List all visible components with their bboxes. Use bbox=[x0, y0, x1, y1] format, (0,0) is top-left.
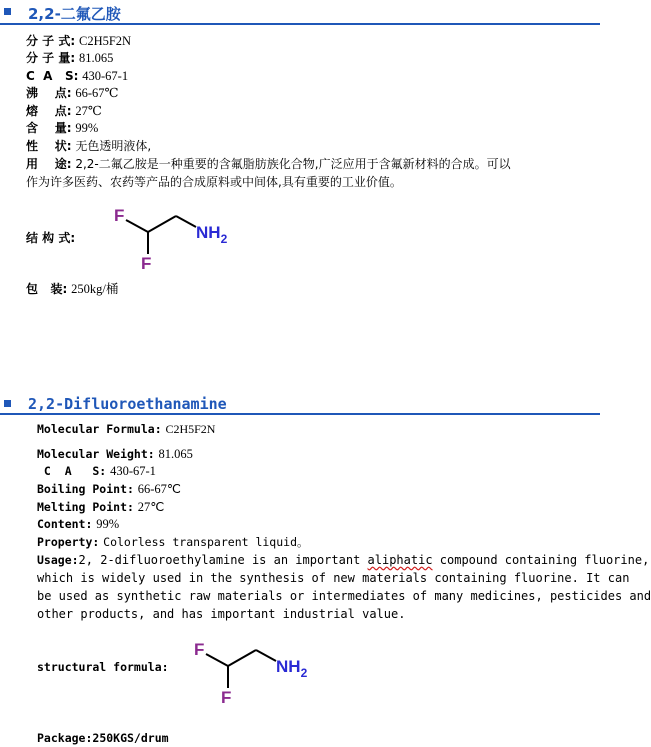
cn-formula-row bbox=[26, 33, 131, 49]
cn-usage-value: 2,2-二氟乙胺是一种重要的含氟脂肪族化合物,广泛应用于含氟新材料的合成。可以 bbox=[75, 157, 511, 171]
en-bp-label: Boiling Point: bbox=[37, 482, 134, 496]
en-mp-row bbox=[37, 499, 164, 515]
en-property-label: Property: bbox=[37, 535, 100, 549]
en-package-row bbox=[37, 730, 169, 746]
bond-line bbox=[148, 216, 176, 232]
en-usage-paragraph bbox=[37, 551, 651, 623]
cn-mp-row bbox=[26, 103, 102, 119]
en-formula-value: C2H5F2N bbox=[165, 422, 216, 436]
cn-mw-label: 分 子 量: bbox=[26, 51, 76, 65]
bullet-square-icon bbox=[4, 8, 11, 15]
en-formula-row bbox=[37, 421, 215, 437]
cn-structure-label: 结 构 式: bbox=[26, 231, 76, 245]
en-usage-line: other products, and has important industrial value. bbox=[37, 607, 406, 621]
en-cas-value: 430-67-1 bbox=[110, 464, 156, 478]
bond-line bbox=[228, 650, 256, 666]
en-mp-label: Melting Point: bbox=[37, 500, 134, 514]
en-cas-row bbox=[37, 463, 156, 479]
en-content-value: 99% bbox=[96, 517, 120, 531]
cn-mp-label: 熔 点: bbox=[26, 104, 72, 118]
amine-group-label: $NH_2$ bbox=[276, 657, 308, 680]
divider bbox=[0, 413, 600, 415]
en-usage-text: 2, 2-difluoroethylamine is an important bbox=[78, 553, 368, 567]
en-property-value: Colorless transparent liquid。 bbox=[103, 535, 309, 549]
en-usage-line: be used as synthetic raw materials or intermediates of many medicines, pesticides and bbox=[37, 589, 651, 603]
cn-cas-value: 430-67-1 bbox=[82, 69, 129, 83]
cn-cas-label: C A S: bbox=[26, 69, 79, 83]
en-section-heading bbox=[0, 392, 600, 416]
cn-section-heading bbox=[0, 0, 600, 24]
en-formula-label: Molecular Formula: bbox=[37, 422, 162, 436]
cn-package-label: 包 装: bbox=[26, 282, 68, 296]
cn-content-row bbox=[26, 120, 98, 136]
en-bp-value: 66-67℃ bbox=[137, 482, 181, 496]
en-mw-label: Molecular Weight: bbox=[37, 447, 155, 461]
en-usage-label: Usage: bbox=[37, 553, 79, 567]
en-property-row bbox=[37, 534, 309, 550]
cn-package-row bbox=[26, 281, 118, 297]
en-structure-formula bbox=[180, 638, 320, 708]
bond-line bbox=[206, 654, 228, 666]
fluorine-atom-label: F bbox=[141, 254, 152, 273]
en-package-value: 250KGS/drum bbox=[92, 731, 169, 745]
en-usage-text: compound containing fluorine, bbox=[432, 553, 650, 567]
cn-property-label: 性 状: bbox=[26, 139, 72, 153]
cn-mw-value: 81.065 bbox=[78, 51, 114, 65]
en-usage-text: aliphatic bbox=[367, 553, 433, 567]
cn-structure-formula bbox=[100, 202, 240, 272]
fluorine-atom-label: F bbox=[194, 640, 205, 659]
en-mp-value: 27℃ bbox=[137, 500, 165, 514]
fluorine-atom-label: F bbox=[114, 206, 125, 225]
cn-bp-row bbox=[26, 85, 119, 101]
cn-content-value: 99% bbox=[75, 121, 99, 135]
en-mw-value: 81.065 bbox=[158, 447, 193, 461]
bond-line bbox=[176, 216, 196, 227]
cn-title: 2,2-二氟乙胺 bbox=[28, 5, 121, 23]
cn-cas-row bbox=[26, 68, 128, 84]
cn-usage-row bbox=[26, 156, 511, 172]
en-content-row bbox=[37, 516, 119, 532]
bond-line bbox=[126, 220, 148, 232]
cn-formula-value: C2H5F2N bbox=[78, 34, 132, 48]
divider bbox=[0, 23, 600, 25]
cn-formula-label: 分 子 式: bbox=[26, 34, 76, 48]
en-title: 2,2-Difluoroethanamine bbox=[28, 395, 227, 413]
cn-content-label: 含 量: bbox=[26, 121, 72, 135]
en-mw-row bbox=[37, 446, 193, 462]
bond-line bbox=[256, 650, 276, 661]
cn-bp-label: 沸 点: bbox=[26, 86, 72, 100]
en-content-label: Content: bbox=[37, 517, 93, 531]
cn-usage-label: 用 途: bbox=[26, 157, 72, 171]
cn-mp-value: 27℃ bbox=[75, 104, 102, 118]
cn-property-row bbox=[26, 138, 151, 154]
cn-bp-value: 66-67℃ bbox=[75, 86, 119, 100]
en-usage-line: which is widely used in the synthesis of new materials containing fluorine. It can bbox=[37, 571, 630, 585]
amine-group-label: $NH_2$ bbox=[196, 223, 228, 246]
en-cas-label: C A S: bbox=[37, 464, 107, 478]
cn-package-value: 250kg/桶 bbox=[71, 282, 119, 296]
fluorine-atom-label: F bbox=[221, 688, 232, 707]
en-structure-label: structural formula: bbox=[37, 660, 169, 674]
en-package-label: Package: bbox=[37, 731, 93, 745]
cn-property-value: 无色透明液体, bbox=[75, 139, 152, 153]
bullet-square-icon bbox=[4, 400, 11, 407]
cn-mw-row bbox=[26, 50, 113, 66]
cn-usage-continuation: 作为许多医药、农药等产品的合成原料或中间体,具有重要的工业价值。 bbox=[26, 175, 402, 189]
en-usage-line bbox=[37, 551, 650, 569]
en-bp-row bbox=[37, 481, 181, 497]
